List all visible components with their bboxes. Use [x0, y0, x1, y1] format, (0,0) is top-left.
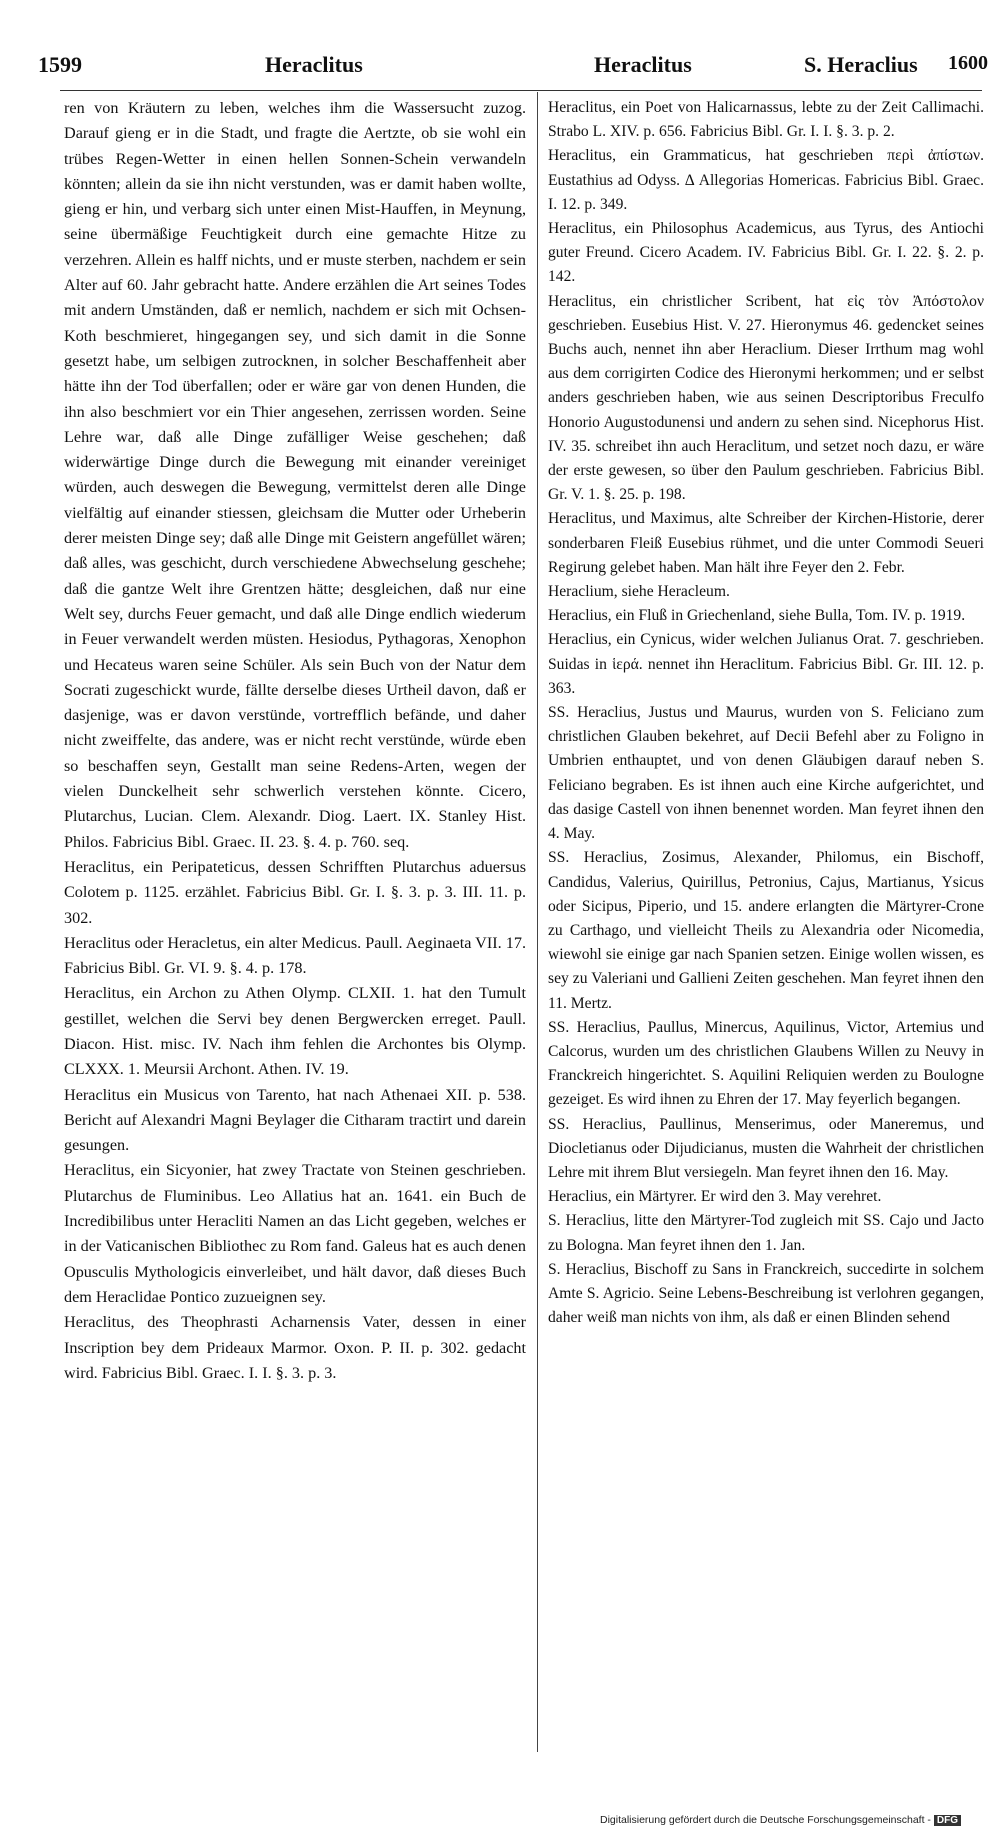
running-head-middle: Heraclitus [594, 52, 692, 77]
entry-paragraph: Heraclitus, ein Peripateticus, dessen Schrifften Plutarchus aduersus Colotem p. 1125. erzählet. Fabricius Bibl. Gr. I. §. 3. p. 3. III. 11. p. 302. [64, 857, 526, 927]
entry-paragraph: Heraclitus, des Theophrasti Acharnensis Vater, dessen in einer Inscription bey dem Prideaux Marmor. Oxon. P. II. p. 302. gedacht wird. Fabricius Bibl. Graec. I. I. §. 3. p. 3. [64, 1313, 526, 1382]
entry-paragraph: Heraclitus oder Heracletus, ein alter Medicus. Paull. Aeginaeta VII. 17. Fabricius Bibl. Gr. VI. 9. §. 4. p. 178. [64, 933, 526, 978]
dfg-logo: DFG [934, 1815, 961, 1826]
entry-paragraph: Heraclitus ein Musicus von Tarento, hat nach Athenaei XII. p. 538. Bericht auf Alexandri Magni Beylager die Citharam tractirt und darein gesungen. [64, 1085, 526, 1155]
right-column [548, 96, 984, 1330]
entry-paragraph: Heraclius, ein Fluß in Griechenland, siehe Bulla, Tom. IV. p. 1919. [548, 607, 966, 625]
entry-paragraph: Heraclitus, und Maximus, alte Schreiber der Kirchen-Historie, derer sonderbaren Fleiß Eusebius rühmet, und die unter Commodi Seueri Regirung gelebet haben. Man hält ihre Feyer den 2. Febr. [548, 510, 984, 576]
page-number-left: 1599 [38, 52, 82, 77]
entry-paragraph: S. Heraclius, Bischoff zu Sans in Franckreich, succedirte in solchem Amte S. Agricio. Seine Lebens-Beschreibung ist verlohren gegangen, daher weiß man nichts von ihm, als daß er einen Blinden sehend [548, 1260, 984, 1327]
page-number-right: 1600 [948, 52, 988, 74]
entry-paragraph: SS. Heraclius, Justus und Maurus, wurden von S. Feliciano zum christlichen Glauben bekehret, auf Decii Befehl aber zu Foligno in Umbrien enthauptet, und von denen Gläubigen darauf neben S. Feliciano begraben. Es ist ihnen auch eine Kirche aufgerichtet, und das dasige Castell von ihnen benennet worden. Man feyret ihnen den 4. May. [548, 704, 984, 843]
left-column [64, 96, 526, 1386]
entry-paragraph: SS. Heraclius, Paullinus, Menserimus, oder Maneremus, und Diocletianus oder Dijudicianus, musten die Wahrheit der christlichen Lehre mit ihrem Blut versiegeln. Man feyret ihnen den 16. May. [548, 1115, 984, 1181]
entry-paragraph: Heraclitus, ein Philosophus Academicus, aus Tyrus, des Antiochi guter Freund. Cicero Academ. IV. Fabricius Bibl. Gr. I. 22. §. 2. p. 142. [548, 220, 984, 286]
digitization-footer [600, 1814, 961, 1826]
entry-paragraph: Heraclius, ein Märtyrer. Er wird den 3. May verehret. [548, 1188, 882, 1206]
entry-paragraph: Heraclitus, ein Poet von Halicarnassus, lebte zu der Zeit Callimachi. Strabo L. XIV. p. 656. Fabricius Bibl. Gr. I. I. §. 3. p. 2. [548, 99, 984, 141]
entry-paragraph: Heraclitus, ein christlicher Scribent, hat εἰς τὸν Ἀπόστολον geschrieben. Eusebius Hist. V. 27. Hieronymus 46. gedencket seines Buchs auch, nennet ihn aber Heraclium. Dieser Irrthum mag wohl aus dem corrigirten Codice des Hieronymi herkommen; und er selbst anders geschrieben haben, wie aus seinen Descriptoribus Freculfo Honorio Augustodunensi und andern zu sehen sind. Nicephorus Hist. IV. 35. schreibet ihn auch Heraclitum, und setzet noch dazu, er wäre der erste gewesen, so über den Paulum geschrieben. Fabricius Bibl. Gr. V. 1. §. 25. p. 198. [548, 292, 984, 504]
footer-text: Digitalisierung gefördert durch die Deutsche Forschungsgemeinschaft - [600, 1814, 931, 1826]
entry-paragraph: ren von Kräutern zu leben, welches ihm die Wassersucht zuzog. Darauf gieng er in die Stadt, und fragte die Aertzte, ob sie wohl ein trübes Regen-Wetter in einen hellen Sonnen-Schein verwandeln könnten; allein da sie ihn nicht verstunden, was er damit haben wollte, gieng er hin, und verbarg sich unter einen Mist-Hauffen, in Meynung, seine übermäßige Feuchtigkeit durch eine gemachte Hitze zu verzehren. Allein es halff nichts, und er muste sterben, nachdem er sein Alter auf 60. Jahr gebracht hatte. Andere erzählen die Art seines Todes mit andern Umständen, daß er nemlich, nachdem er sich mit Ochsen-Koth beschmieret, hingegangen sey, und sich damit in die Sonne gesetzt habe, um selbigen zutrocknen, in solcher Beschaffenheit aber hätte ihn der Tod überfallen; oder er wäre gar von denen Hunden, die ihn also beschmiert vor ein Thier angesehen, zerrissen worden. Seine Lehre war, daß alle Dinge zufälliger Weise geschehen; daß widerwärtige Dinge durch die Bewegung mit einander vereiniget würden, auch deswegen die Bewegung, vermittelst deren alle Dinge vielfältig auf einander stiessen, gleichsam die Mutter oder Urheberin derer meisten Dinge sey; daß alle Dinge mit Geistern angefüllet wären; daß alles, was geschicht, durch verschiedene Abwechselung geschehe; daß die gantze Welt ihre Grentzen hätte; desgleichen, daß nur eine Welt sey, durchs Feuer gemacht, und daß alle Dinge endlich wiederum in Feuer verwandelt werden müsten. Hesiodus, Pythagoras, Xenophon und Hecateus waren seine Schüler. Als sein Buch von der Natur dem Socrati zugeschickt wurde, fällte derselbe dieses Urtheil davon, daß er dasjenige, was er davon verstünde, vortrefflich befände, und daher nicht zweiffelte, das andere, was er nicht recht verstünde, würde eben so beschaffen seyn, Gestallt man seine Redens-Arten, wegen der vielen Dunckelheit sehr schwerlich verstehen könnte. Cicero, Plutarchus, Lucian. Clem. Alexandr. Diog. Laert. IX. Stanley Hist. Philos. Fabricius Bibl. Graec. II. 23. §. 4. p. 760. seq. [64, 99, 526, 851]
entry-paragraph: Heraclium, siehe Heracleum. [548, 583, 730, 601]
entry-paragraph: SS. Heraclius, Paullus, Minercus, Aquilinus, Victor, Artemius und Calcorus, wurden um des christlichen Glaubens Willen zu Neuvy in Franckreich hingerichtet. S. Aquilini Reliquien werden zu Boulogne gezeiget. Es wird ihnen zu Ehren der 17. May feyerlich begangen. [548, 1018, 984, 1109]
entry-paragraph: Heraclitus, ein Grammaticus, hat geschrieben περὶ ἀπίστων. Eustathius ad Odyss. Δ Allegorias Homericas. Fabricius Bibl. Graec. I. 12. p. 349. [548, 147, 984, 213]
entry-paragraph: S. Heraclius, litte den Märtyrer-Tod zugleich mit SS. Cajo und Jacto zu Bologna. Man feyret ihnen den 1. Jan. [548, 1212, 984, 1254]
running-head-left: Heraclitus [265, 52, 363, 77]
header-rule [60, 90, 982, 91]
entry-paragraph: Heraclitus, ein Sicyonier, hat zwey Tractate von Steinen geschrieben. Plutarchus de Fluminibus. Leo Allatius hat an. 1641. ein Buch de Incredibilibus unter Heracliti Namen an das Licht gegeben, welches er in der Vaticanischen Bibliothec zu Rom fand. Galeus hat es auch denen Opusculis Mythologicis einverleibet, und hält davor, daß dieses Buch dem Heraclidae Pontico zuzueignen sey. [64, 1161, 526, 1306]
column-divider [537, 92, 538, 1752]
entry-paragraph: Heraclitus, ein Archon zu Athen Olymp. CLXII. 1. hat den Tumult gestillet, welchen die Servi bey denen Bergwercken erreget. Paull. Diacon. Hist. misc. IV. Nach ihm fehlen die Archontes bis Olymp. CLXXX. 1. Meursii Archont. Athen. IV. 19. [64, 984, 526, 1079]
entry-paragraph: Heraclius, ein Cynicus, wider welchen Julianus Orat. 7. geschrieben. Suidas in ἱερά. nennet ihn Heraclitum. Fabricius Bibl. Gr. III. 12. p. 363. [548, 631, 984, 697]
entry-paragraph: SS. Heraclius, Zosimus, Alexander, Philomus, ein Bischoff, Candidus, Valerius, Quirillus, Petronius, Cajus, Martianus, Ysicus oder Sicipus, Piperio, und 15. andere erlangten die Märtyrer-Crone zu Carthago, und vielleicht Theils zu Alexandria oder Nicomedia, wiewohl sie einige gar nach Spanien setzen. Einige wollen wissen, es sey zu Valeriani und Gallieni Zeiten geschehen. Man feyret ihnen den 11. Mertz. [548, 849, 984, 1012]
running-head-right: S. Heraclius [804, 52, 918, 77]
